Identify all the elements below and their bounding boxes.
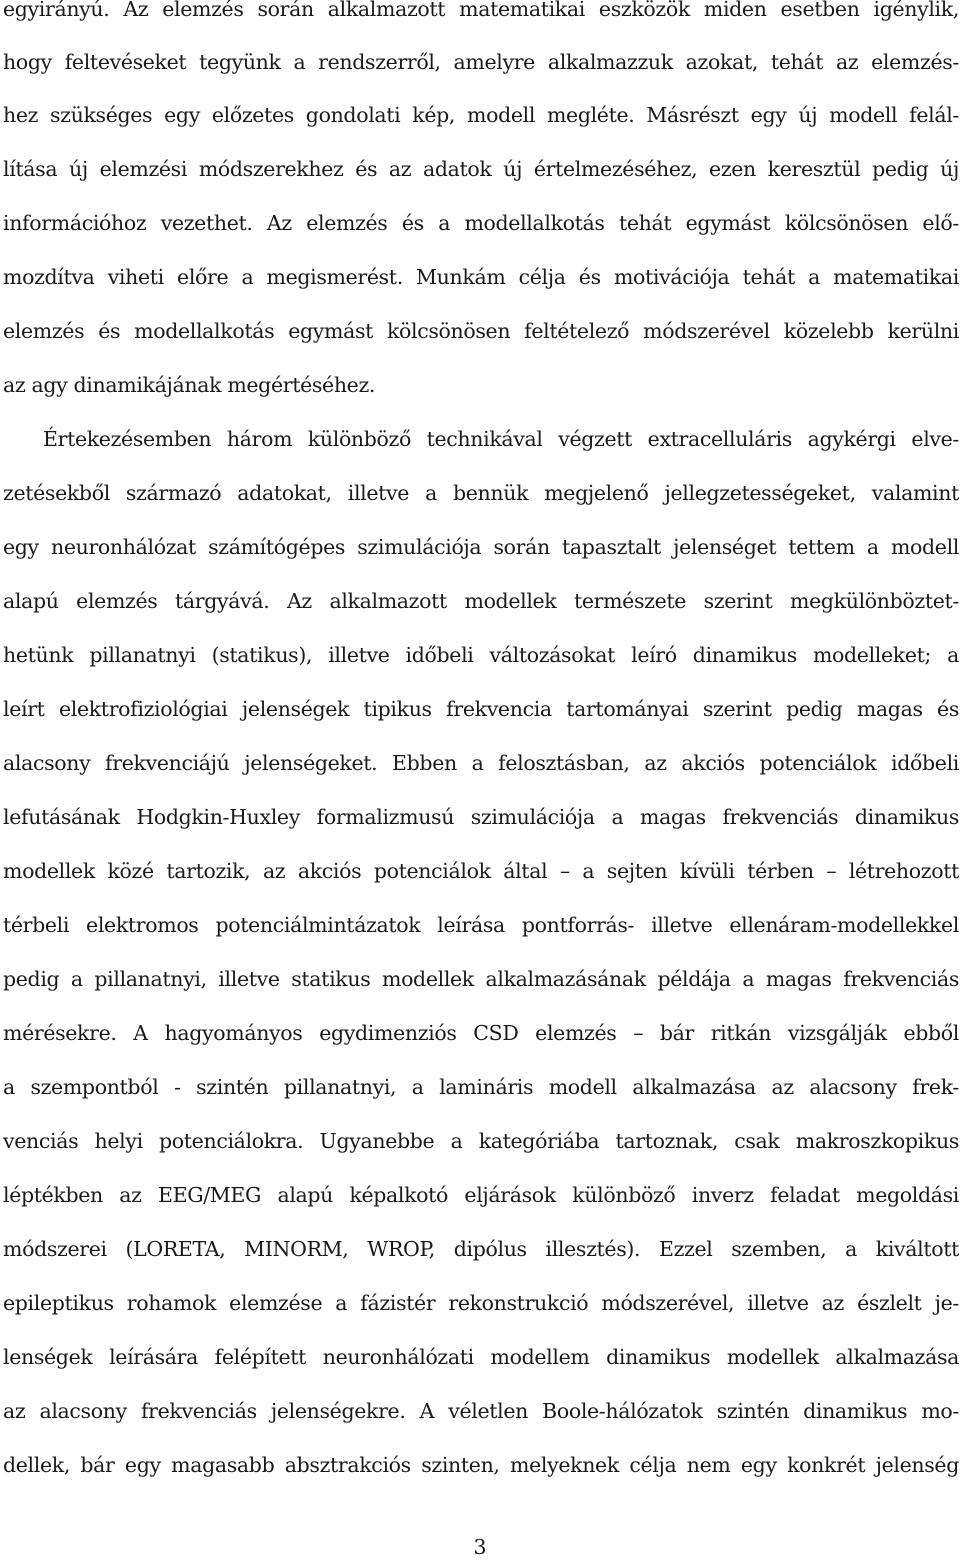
text-line-13: hetünk pillanatnyi (statikus), illetve időbeli változásokat leíró dinamikus modelleket; a [3,643,959,667]
text-line-17: modellek közé tartozik, az akciós potenciálok által – a sejten kívüli térben – létrehozott [3,859,959,883]
text-line-2: hogy feltevéseket tegyünk a rendszerről, amelyre alkalmazzuk azokat, tehát az elemzés- [3,50,959,74]
page-number: 3 [473,1535,487,1559]
text-line-11: egy neuronhálózat számítógépes szimulációja során tapasztalt jelenséget tettem a modell [3,535,959,559]
text-line-27: az alacsony frekvenciás jelenségekre. A véletlen Boole-hálózatok szintén dinamikus mo- [3,1399,959,1423]
text-line-18: térbeli elektromos potenciálmintázatok leírása pontforrás- illetve ellenáram-modellekkel [3,913,959,937]
text-line-9: Értekezésemben három különböző technikával végzett extracelluláris agykérgi elve- [43,427,959,451]
text-line-26: lenségek leírására felépített neuronhálózati modellem dinamikus modellek alkalmazása [3,1345,959,1369]
text-line-24: módszerei (LORETA, MINORM, WROP, dipólus illesztés). Ezzel szemben, a kiváltott [3,1237,959,1261]
text-line-12: alapú elemzés tárgyává. Az alkalmazott modellek természete szerint megkülönböztet- [3,589,959,613]
text-line-5: információhoz vezethet. Az elemzés és a modellalkotás tehát egymást kölcsönösen elő- [3,211,959,235]
text-line-19: pedig a pillanatnyi, illetve statikus modellek alkalmazásának példája a magas frekvenciás [3,967,959,991]
text-line-21: a szempontból - szintén pillanatnyi, a lamináris modell alkalmazása az alacsony frek- [3,1075,959,1099]
text-line-22: venciás helyi potenciálokra. Ugyanebbe a kategóriába tartoznak, csak makroszkopikus [3,1129,959,1153]
text-line-7: elemzés és modellalkotás egymást kölcsönösen feltételező módszerével közelebb kerülni [3,319,959,343]
text-line-6: mozdítva viheti előre a megismerést. Munkám célja és motivációja tehát a matematikai [3,265,959,289]
text-line-16: lefutásának Hodgkin-Huxley formalizmusú szimulációja a magas frekvenciás dinamikus [3,805,959,829]
text-line-1: egyirányú. Az elemzés során alkalmazott matematikai eszközök miden esetben igénylik, [3,0,959,21]
text-line-14: leírt elektrofiziológiai jelenségek tipikus frekvencia tartományai szerint pedig magas és [3,697,959,721]
text-line-3: hez szükséges egy előzetes gondolati kép, modell megléte. Másrészt egy új modell felál- [3,103,959,127]
text-line-28: dellek, bár egy magasabb absztrakciós szinten, melyeknek célja nem egy konkrét jelenség [3,1453,959,1477]
text-line-20: mérésekre. A hagyományos egydimenziós CSD elemzés – bár ritkán vizsgálják ebből [3,1021,959,1045]
text-line-15: alacsony frekvenciájú jelenségeket. Ebben a felosztásban, az akciós potenciálok időbeli [3,751,959,775]
text-line-8: az agy dinamikájának megértéséhez. [3,373,376,397]
text-line-10: zetésekből származó adatokat, illetve a bennük megjelenő jellegzetességeket, valamint [3,481,959,505]
text-line-4: lítása új elemzési módszerekhez és az adatok új értelmezéséhez, ezen keresztül pedig új [3,157,959,181]
text-line-23: léptékben az EEG/MEG alapú képalkotó eljárások különböző inverz feladat megoldási [3,1183,959,1207]
text-line-25: epileptikus rohamok elemzése a fázistér rekonstrukció módszerével, illetve az észlelt je- [3,1291,959,1315]
